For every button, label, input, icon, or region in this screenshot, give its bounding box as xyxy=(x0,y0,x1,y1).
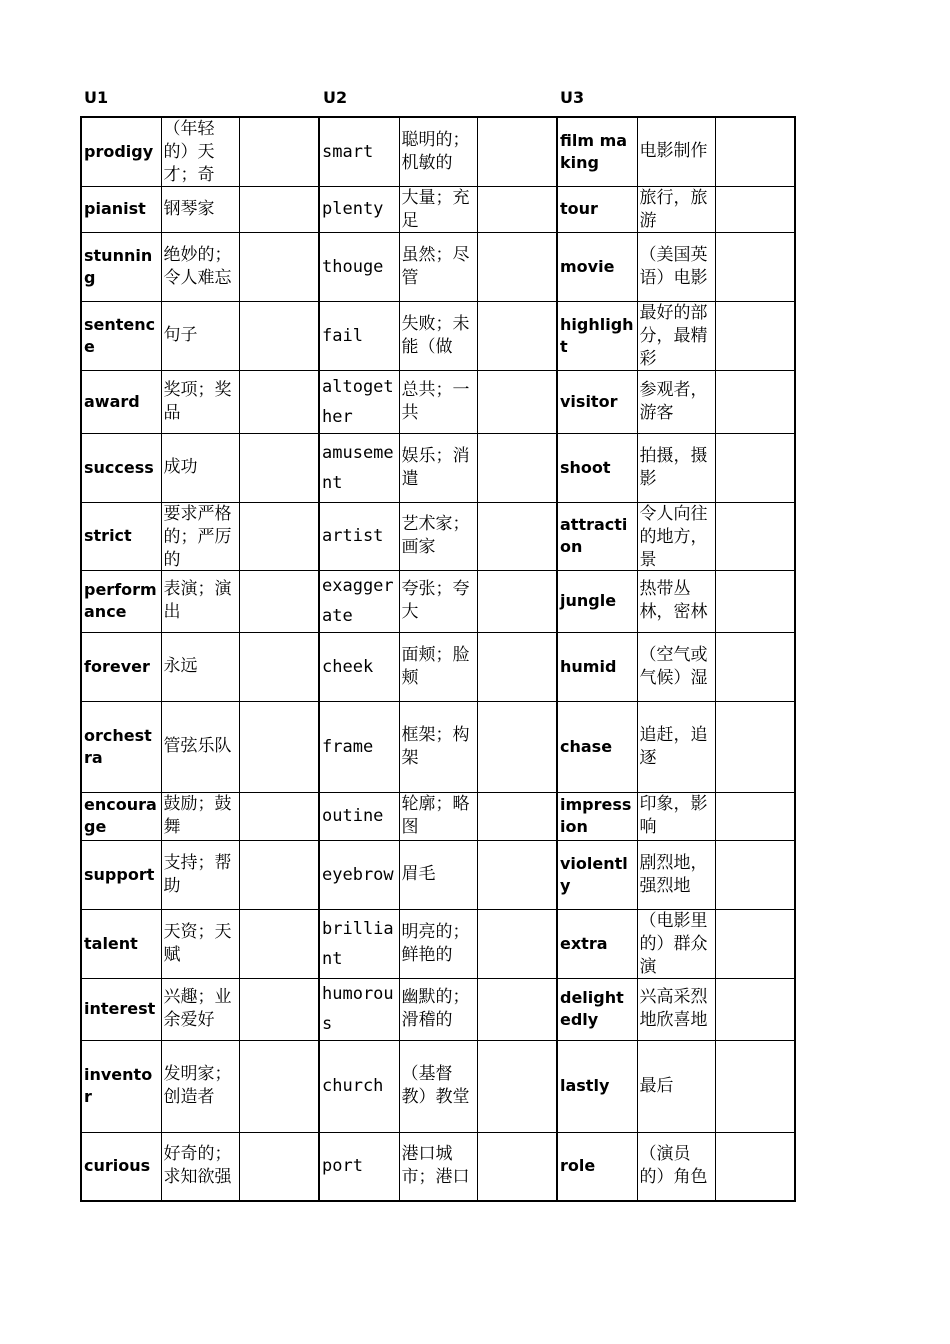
u2-chinese-cell xyxy=(399,792,477,840)
u2-answer-cell[interactable] xyxy=(477,701,557,792)
u2-chinese-text: 总共；一共 xyxy=(401,379,470,423)
u2-word-cell: plenty xyxy=(319,186,399,232)
u2-chinese-text: 面颊；脸颊 xyxy=(401,644,470,688)
u1-chinese-text: 永远 xyxy=(163,656,198,676)
u2-chinese-text: （基督教）教堂 xyxy=(401,1064,470,1107)
u3-answer-cell[interactable] xyxy=(715,502,795,570)
u2-chinese-cell xyxy=(399,433,477,502)
u2-word-cell: exaggerate xyxy=(319,570,399,632)
u2-chinese-cell xyxy=(399,301,477,370)
u2-word-cell: smart xyxy=(319,117,399,186)
u3-chinese-cell xyxy=(637,909,715,978)
u3-word-cell: tour xyxy=(557,186,637,232)
u3-chinese-text: 拍摄，摄影 xyxy=(639,445,708,489)
table-row xyxy=(81,433,795,502)
u2-answer-cell[interactable] xyxy=(477,370,557,433)
u2-chinese-cell xyxy=(399,909,477,978)
u3-chinese-text: 令人向往的地方，景 xyxy=(639,504,708,569)
u1-chinese-cell xyxy=(161,1132,239,1201)
u1-chinese-cell xyxy=(161,701,239,792)
u3-word-cell: delightedly xyxy=(557,978,637,1040)
u2-chinese-text: 艺术家；画家 xyxy=(401,514,470,557)
u2-chinese-cell xyxy=(399,632,477,701)
u2-chinese-cell xyxy=(399,570,477,632)
u1-chinese-text: 好奇的；求知欲强 xyxy=(163,1144,232,1188)
u3-chinese-text: 旅行，旅游 xyxy=(639,188,708,231)
table-row xyxy=(81,792,795,840)
u2-answer-cell[interactable] xyxy=(477,632,557,701)
u1-chinese-cell xyxy=(161,232,239,301)
u2-chinese-cell xyxy=(399,1132,477,1201)
u3-word-cell: jungle xyxy=(557,570,637,632)
u1-chinese-text: 句子 xyxy=(163,325,198,345)
u3-answer-cell[interactable] xyxy=(715,792,795,840)
u2-chinese-text: 明亮的；鲜艳的 xyxy=(401,921,470,965)
u1-word-cell: encourage xyxy=(81,792,161,840)
u3-answer-cell[interactable] xyxy=(715,186,795,232)
u3-word-cell: violently xyxy=(557,840,637,909)
u1-chinese-text: 兴趣；业余爱好 xyxy=(163,987,232,1030)
table-row xyxy=(81,840,795,909)
u2-word-cell: amusement xyxy=(319,433,399,502)
u2-chinese-text: 失败；未能（做 xyxy=(401,313,470,357)
u2-word-cell: eyebrow xyxy=(319,840,399,909)
u3-answer-cell[interactable] xyxy=(715,570,795,632)
unit-header-u2: U2 xyxy=(323,88,348,107)
u3-chinese-text: 兴高采烈地欣喜地 xyxy=(639,987,708,1030)
u3-word-cell: film making xyxy=(557,117,637,186)
u1-answer-cell[interactable] xyxy=(239,632,319,701)
u3-answer-cell[interactable] xyxy=(715,232,795,301)
u1-chinese-text: 要求严格的；严厉的 xyxy=(163,504,232,569)
u1-word-cell: support xyxy=(81,840,161,909)
u2-word-cell: cheek xyxy=(319,632,399,701)
u3-word-cell: impression xyxy=(557,792,637,840)
u2-answer-cell[interactable] xyxy=(477,1132,557,1201)
u3-word-cell: chase xyxy=(557,701,637,792)
u1-chinese-cell xyxy=(161,186,239,232)
u3-word-cell: highlight xyxy=(557,301,637,370)
u2-chinese-text: 眉毛 xyxy=(401,864,436,884)
u1-answer-cell[interactable] xyxy=(239,570,319,632)
u1-chinese-cell xyxy=(161,370,239,433)
table-row xyxy=(81,117,795,186)
u2-chinese-cell xyxy=(399,840,477,909)
table-row xyxy=(81,370,795,433)
u1-chinese-cell xyxy=(161,117,239,186)
u1-answer-cell[interactable] xyxy=(239,1132,319,1201)
u3-chinese-cell xyxy=(637,792,715,840)
table-row xyxy=(81,1040,795,1132)
u2-word-cell: brilliant xyxy=(319,909,399,978)
u1-answer-cell[interactable] xyxy=(239,792,319,840)
u1-word-cell: pianist xyxy=(81,186,161,232)
u2-word-cell: port xyxy=(319,1132,399,1201)
u3-chinese-text: 最后 xyxy=(639,1075,674,1096)
u3-chinese-cell xyxy=(637,433,715,502)
u2-word-cell: thouge xyxy=(319,232,399,301)
u1-word-cell: stunning xyxy=(81,232,161,301)
u1-answer-cell[interactable] xyxy=(239,186,319,232)
u3-chinese-text: 印象，影响 xyxy=(639,794,708,837)
u2-answer-cell[interactable] xyxy=(477,301,557,370)
u3-word-cell: role xyxy=(557,1132,637,1201)
u1-chinese-cell xyxy=(161,632,239,701)
u2-chinese-cell xyxy=(399,370,477,433)
u2-word-cell: humorous xyxy=(319,978,399,1040)
table-row xyxy=(81,1132,795,1201)
u3-word-cell: attraction xyxy=(557,502,637,570)
u2-chinese-cell xyxy=(399,232,477,301)
u1-word-cell: curious xyxy=(81,1132,161,1201)
u1-word-cell: success xyxy=(81,433,161,502)
u2-chinese-text: 聪明的；机敏的 xyxy=(401,129,470,173)
u3-chinese-text: （电影里的）群众演 xyxy=(639,911,708,977)
u1-chinese-text: 鼓励；鼓舞 xyxy=(163,794,232,837)
u1-chinese-text: 绝妙的；令人难忘 xyxy=(163,244,232,288)
u2-chinese-cell xyxy=(399,978,477,1040)
u1-chinese-cell xyxy=(161,840,239,909)
u2-word-cell: altogether xyxy=(319,370,399,433)
u1-word-cell: performance xyxy=(81,570,161,632)
u3-answer-cell[interactable] xyxy=(715,1132,795,1201)
u2-word-cell: outine xyxy=(319,792,399,840)
u2-chinese-cell xyxy=(399,186,477,232)
u1-chinese-text: 支持；帮助 xyxy=(163,852,232,896)
table-row xyxy=(81,232,795,301)
u3-chinese-cell xyxy=(637,117,715,186)
u1-chinese-text: 天资；天赋 xyxy=(163,921,232,965)
u2-answer-cell[interactable] xyxy=(477,978,557,1040)
u3-chinese-text: 剧烈地，强烈地 xyxy=(639,852,708,896)
u3-chinese-cell xyxy=(637,232,715,301)
u3-answer-cell[interactable] xyxy=(715,117,795,186)
table-row xyxy=(81,701,795,792)
u2-answer-cell[interactable] xyxy=(477,232,557,301)
u1-chinese-text: 管弦乐队 xyxy=(163,736,232,756)
u2-answer-cell[interactable] xyxy=(477,1040,557,1132)
u1-word-cell: strict xyxy=(81,502,161,570)
u1-answer-cell[interactable] xyxy=(239,840,319,909)
u2-chinese-text: 大量；充足 xyxy=(401,188,470,231)
u3-word-cell: extra xyxy=(557,909,637,978)
u3-answer-cell[interactable] xyxy=(715,433,795,502)
u1-chinese-cell xyxy=(161,909,239,978)
u1-answer-cell[interactable] xyxy=(239,701,319,792)
u1-answer-cell[interactable] xyxy=(239,370,319,433)
u2-chinese-cell xyxy=(399,1040,477,1132)
u3-answer-cell[interactable] xyxy=(715,301,795,370)
u2-chinese-cell xyxy=(399,701,477,792)
u3-chinese-text: （美国英语）电影 xyxy=(639,244,708,288)
u3-answer-cell[interactable] xyxy=(715,978,795,1040)
u3-word-cell: humid xyxy=(557,632,637,701)
u3-answer-cell[interactable] xyxy=(715,1040,795,1132)
u1-word-cell: inventor xyxy=(81,1040,161,1132)
u2-chinese-text: 夸张；夸大 xyxy=(401,579,470,622)
u3-chinese-cell xyxy=(637,570,715,632)
u1-chinese-text: 钢琴家 xyxy=(163,198,215,219)
u3-chinese-text: 热带丛林，密林 xyxy=(639,579,708,622)
u3-chinese-text: （空气或气候）湿 xyxy=(639,644,708,688)
u2-answer-cell[interactable] xyxy=(477,502,557,570)
u3-chinese-text: 参观者，游客 xyxy=(639,379,708,423)
u2-answer-cell[interactable] xyxy=(477,792,557,840)
u2-answer-cell[interactable] xyxy=(477,186,557,232)
u2-chinese-text: 幽默的；滑稽的 xyxy=(401,987,470,1030)
u1-word-cell: forever xyxy=(81,632,161,701)
table-row xyxy=(81,570,795,632)
table-row xyxy=(81,301,795,370)
vocabulary-table xyxy=(80,116,796,1202)
u2-chinese-text: 港口城市；港口 xyxy=(401,1144,470,1188)
u1-word-cell: award xyxy=(81,370,161,433)
u2-answer-cell[interactable] xyxy=(477,840,557,909)
u1-answer-cell[interactable] xyxy=(239,232,319,301)
u1-chinese-cell xyxy=(161,792,239,840)
u1-chinese-cell xyxy=(161,978,239,1040)
u1-chinese-cell xyxy=(161,570,239,632)
u3-word-cell: visitor xyxy=(557,370,637,433)
table-row xyxy=(81,909,795,978)
u3-answer-cell[interactable] xyxy=(715,840,795,909)
u3-chinese-cell xyxy=(637,632,715,701)
u3-answer-cell[interactable] xyxy=(715,632,795,701)
unit-header-u1: U1 xyxy=(84,88,109,107)
u2-answer-cell[interactable] xyxy=(477,570,557,632)
u3-chinese-cell xyxy=(637,186,715,232)
u2-chinese-cell xyxy=(399,117,477,186)
u3-word-cell: shoot xyxy=(557,433,637,502)
u1-chinese-text: 成功 xyxy=(163,457,198,477)
u1-chinese-text: （年轻的）天才；奇 xyxy=(163,119,215,186)
u1-answer-cell[interactable] xyxy=(239,909,319,978)
u2-chinese-text: 娱乐；消遣 xyxy=(401,445,470,489)
u3-chinese-cell xyxy=(637,840,715,909)
u3-word-cell: movie xyxy=(557,232,637,301)
u1-answer-cell[interactable] xyxy=(239,117,319,186)
u1-chinese-cell xyxy=(161,1040,239,1132)
u3-chinese-cell xyxy=(637,978,715,1040)
u2-answer-cell[interactable] xyxy=(477,433,557,502)
u3-chinese-text: 追赶，追逐 xyxy=(639,724,708,768)
u1-chinese-cell xyxy=(161,433,239,502)
table-row xyxy=(81,978,795,1040)
table-row xyxy=(81,632,795,701)
u1-word-cell: talent xyxy=(81,909,161,978)
u3-chinese-cell xyxy=(637,502,715,570)
u1-chinese-text: 奖项；奖品 xyxy=(163,379,232,423)
u3-chinese-text: 电影制作 xyxy=(639,141,708,162)
u2-answer-cell[interactable] xyxy=(477,117,557,186)
u1-chinese-text: 表演；演出 xyxy=(163,579,232,622)
u1-answer-cell[interactable] xyxy=(239,502,319,570)
u2-word-cell: fail xyxy=(319,301,399,370)
u1-answer-cell[interactable] xyxy=(239,1040,319,1132)
u1-word-cell: interest xyxy=(81,978,161,1040)
u2-word-cell: church xyxy=(319,1040,399,1132)
u2-word-cell: frame xyxy=(319,701,399,792)
u1-chinese-cell xyxy=(161,502,239,570)
u3-chinese-cell xyxy=(637,1132,715,1201)
u2-chinese-cell xyxy=(399,502,477,570)
u3-chinese-cell xyxy=(637,370,715,433)
u1-answer-cell[interactable] xyxy=(239,433,319,502)
u3-word-cell: lastly xyxy=(557,1040,637,1132)
u1-word-cell: prodigy xyxy=(81,117,161,186)
u2-answer-cell[interactable] xyxy=(477,909,557,978)
table-row xyxy=(81,186,795,232)
u2-word-cell: artist xyxy=(319,502,399,570)
u3-chinese-cell xyxy=(637,301,715,370)
u2-chinese-text: 框架；构架 xyxy=(401,724,470,768)
u3-chinese-cell xyxy=(637,701,715,792)
u3-answer-cell[interactable] xyxy=(715,701,795,792)
table-row xyxy=(81,502,795,570)
u1-word-cell: sentence xyxy=(81,301,161,370)
u3-chinese-cell xyxy=(637,1040,715,1132)
u1-chinese-cell xyxy=(161,301,239,370)
u1-answer-cell[interactable] xyxy=(239,978,319,1040)
unit-header-u3: U3 xyxy=(560,88,585,107)
u3-answer-cell[interactable] xyxy=(715,370,795,433)
u1-answer-cell[interactable] xyxy=(239,301,319,370)
u1-chinese-text: 发明家；创造者 xyxy=(163,1064,232,1107)
u1-word-cell: orchestra xyxy=(81,701,161,792)
u2-chinese-text: 轮廓；略图 xyxy=(401,794,470,837)
u3-chinese-text: （演员的）角色 xyxy=(639,1144,708,1188)
u3-answer-cell[interactable] xyxy=(715,909,795,978)
u3-chinese-text: 最好的部分，最精彩 xyxy=(639,303,708,369)
u2-chinese-text: 虽然；尽管 xyxy=(401,244,470,288)
